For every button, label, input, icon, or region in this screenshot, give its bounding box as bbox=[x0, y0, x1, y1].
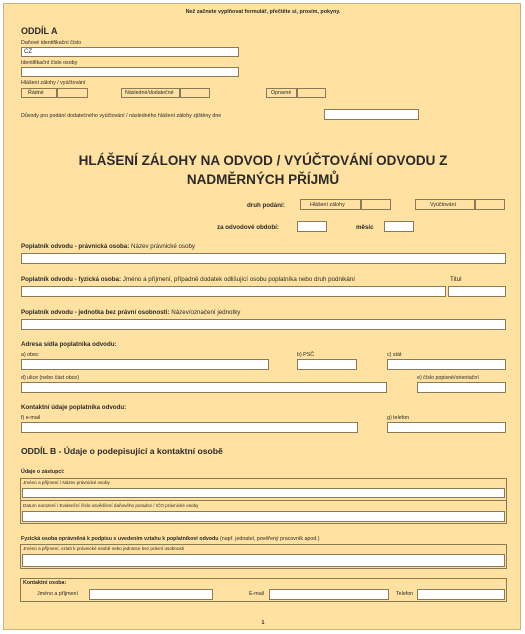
fyzicka-podpis-label bbox=[21, 537, 320, 542]
cislo-label: e) číslo popisné/orientační bbox=[417, 375, 479, 381]
jmeno-nazev-label: Jméno a příjmení / Název právnické osoby bbox=[23, 480, 110, 485]
jmeno-nazev-field[interactable] bbox=[22, 488, 505, 498]
hlaseni-checkbox[interactable] bbox=[361, 199, 391, 210]
opravne-label: Opravné bbox=[271, 90, 292, 96]
opravne-box bbox=[266, 88, 297, 98]
opravne-checkbox[interactable] bbox=[297, 88, 326, 98]
email-field[interactable] bbox=[21, 422, 358, 433]
obec-field[interactable] bbox=[21, 359, 269, 370]
stat-label: c) stát bbox=[387, 352, 402, 358]
email-label: f) e-mail bbox=[21, 415, 41, 421]
telefon-field[interactable] bbox=[387, 422, 506, 433]
cislo-field[interactable] bbox=[417, 382, 506, 393]
ulice-field[interactable] bbox=[21, 382, 387, 393]
jednotka-label bbox=[21, 310, 240, 316]
ic-field[interactable] bbox=[21, 67, 239, 77]
fyzicka-bold: Poplatník odvodu - fyzická osoba: bbox=[21, 276, 122, 283]
pravnicka-osoba-field[interactable] bbox=[21, 253, 506, 264]
stat-field[interactable] bbox=[387, 359, 506, 370]
fyzicka-osoba-field[interactable] bbox=[21, 286, 446, 297]
telefon-label: g) telefon bbox=[387, 415, 410, 421]
k-telefon-field[interactable] bbox=[417, 589, 505, 600]
radne-label: Řádné bbox=[28, 90, 44, 96]
pravnicka-text: Název právnické osoby bbox=[131, 243, 195, 250]
jednotka-text: Název/označení jednotky bbox=[171, 309, 241, 316]
mesic-label: měsíc bbox=[356, 224, 374, 231]
k-jmeno-field[interactable] bbox=[89, 589, 213, 600]
pravnicka-bold: Poplatník odvodu - právnická osoba: bbox=[21, 243, 130, 250]
vyuctovani-box bbox=[415, 199, 475, 210]
hlaseni-label: Hlášení zálohy bbox=[310, 202, 345, 208]
form-title-line1: HLÁŠENÍ ZÁLOHY NA ODVOD / VYÚČTOVÁNÍ ODVODU Z bbox=[78, 153, 448, 168]
druh-podani-label: druh podání: bbox=[247, 202, 285, 209]
psc-label: b) PSČ bbox=[297, 352, 315, 358]
dic-value: CZ bbox=[24, 49, 32, 55]
fyzicka-osoba-label bbox=[21, 277, 355, 283]
fyzicka-podpis-bold: Fyzická osoba oprávněná k podpisu s uvedením vztahu k poplatníkovi odvodu bbox=[21, 536, 219, 542]
jednotka-bold: Poplatník odvodu - jednotka bez právní osobnosti: bbox=[21, 309, 170, 316]
k-email-field[interactable] bbox=[269, 589, 389, 600]
page-number: 1 bbox=[261, 620, 265, 626]
fyzicka-podpis-note: (např. jednatel, pověřený pracovník apod.) bbox=[219, 536, 320, 542]
nasledne-label: Následné/dodatečné bbox=[125, 90, 174, 96]
instruction-text: Než začnete vyplňovat formulář, přečtěte si, prosím, pokyny. bbox=[185, 9, 341, 15]
k-telefon-label: Telefon bbox=[396, 591, 414, 597]
vyuctovani-checkbox[interactable] bbox=[475, 199, 505, 210]
nasledne-checkbox[interactable] bbox=[180, 88, 210, 98]
k-jmeno-label: Jméno a příjmení bbox=[37, 591, 78, 597]
filing-type-label: Hlášení zálohy / vyúčtování bbox=[21, 80, 86, 86]
ulice-label: d) ulice (nebo část obce) bbox=[21, 375, 80, 381]
psc-field[interactable] bbox=[297, 359, 357, 370]
obdobi-year-field[interactable] bbox=[297, 221, 327, 232]
mesic-field[interactable] bbox=[384, 221, 414, 232]
obec-label: a) obec bbox=[21, 352, 39, 358]
form-page bbox=[3, 3, 521, 630]
titul-field[interactable] bbox=[448, 286, 506, 297]
pravnicka-osoba-label bbox=[21, 244, 195, 250]
hlaseni-box bbox=[300, 199, 361, 210]
reason-date-field[interactable] bbox=[324, 109, 419, 120]
section-b-title: ODDÍL B - Údaje o podepisující a kontaktní osobě bbox=[21, 446, 223, 456]
dic-field[interactable] bbox=[21, 47, 239, 57]
radne-box bbox=[21, 88, 57, 98]
vyuctovani-label: Vyúčtování bbox=[430, 202, 457, 208]
fyzicka-text: Jméno a příjmení, případně dodatek odlišující osobu poplatníka nebo druh podnikání bbox=[122, 276, 355, 283]
titul-label: Titul bbox=[450, 276, 462, 283]
jednotka-field[interactable] bbox=[21, 319, 506, 330]
kontaktni-label: Kontaktní osoba: bbox=[23, 580, 67, 586]
datum-field[interactable] bbox=[22, 511, 505, 522]
nasledne-box bbox=[121, 88, 180, 98]
obdobi-label: za odvodové období: bbox=[217, 224, 279, 231]
ic-label: Identifikační číslo osoby bbox=[21, 60, 78, 66]
section-a-title: ODDÍL A bbox=[21, 26, 58, 36]
radne-checkbox[interactable] bbox=[57, 88, 88, 98]
jmeno-vztah-label: Jméno a příjmení, vztah k právnické osobě nebo jednotce bez právní osobnosti bbox=[23, 546, 185, 551]
dic-label: Daňové identifikační číslo bbox=[21, 40, 82, 46]
reason-date-label: Důvody pro podání dodatečného vyúčtování / následného hlášení zálohy zjištěny dne bbox=[21, 113, 222, 119]
jmeno-vztah-field[interactable] bbox=[22, 554, 505, 567]
address-title: Adresa sídla poplatníka odvodu: bbox=[21, 341, 117, 348]
zastupce-divider bbox=[20, 500, 507, 501]
k-email-label: E-mail bbox=[249, 591, 265, 597]
contact-title: Kontaktní údaje poplatníka odvodu: bbox=[21, 404, 127, 411]
form-title-line2: NADMĚRNÝCH PŘÍJMŮ bbox=[186, 172, 340, 187]
zastupce-label: Údaje o zástupci: bbox=[21, 469, 65, 475]
datum-label: Datum narození / Evidenční číslo osvědčení daňového poradce / IČO právnické osoby bbox=[23, 503, 199, 508]
